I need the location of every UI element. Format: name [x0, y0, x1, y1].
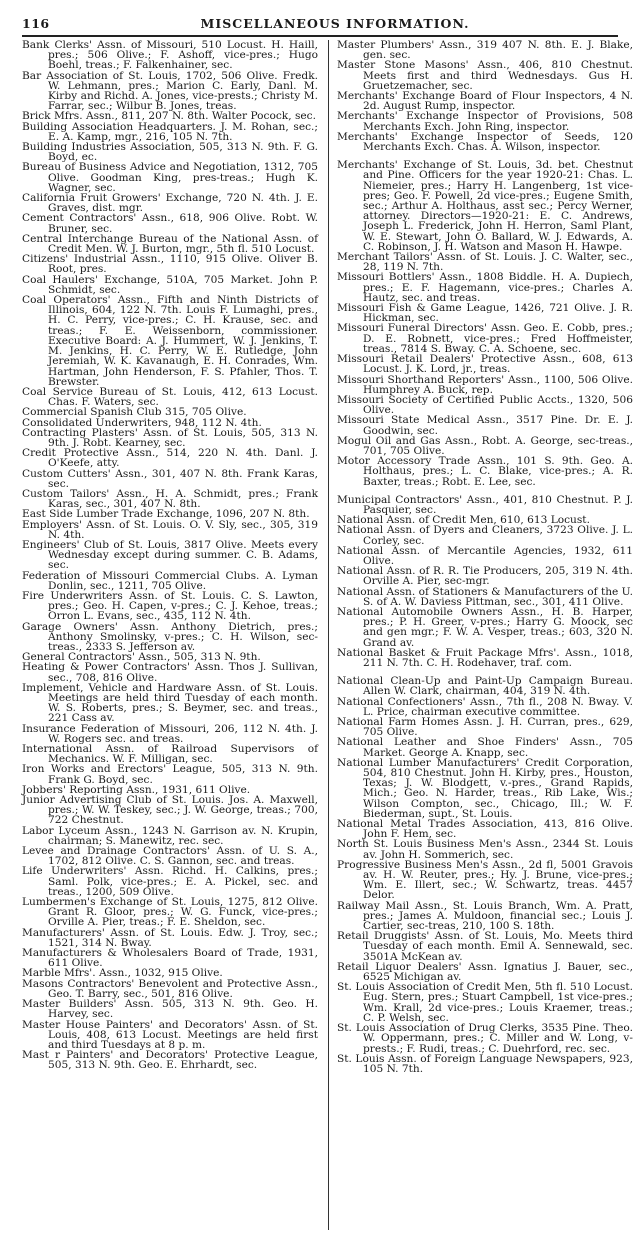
- directory-entry: North St. Louis Business Men's Assn., 2344 St. Louis av. John H. Sommerich, sec.: [337, 838, 633, 861]
- directory-entry: National Clean-Up and Paint-Up Campaign Bureau. Allen W. Clark, chairman, 404, 319 N. 4th.: [337, 675, 633, 698]
- directory-entry: Custom Cutters' Assn., 301, 407 N. 8th. Frank Karas, sec.: [22, 467, 318, 490]
- running-title: MISCELLANEOUS INFORMATION.: [200, 16, 470, 31]
- directory-entry: National Assn. of Credit Men, 610, 613 Locust.: [337, 514, 590, 527]
- directory-entry: National Basket & Fruit Package Mfrs'. Assn., 1018, 211 N. 7th. C. H. Rodehaver, traf. com.: [337, 646, 633, 669]
- directory-entry: Merchants' Exchange Board of Flour Inspectors, 4 N. 2d. August Rump, inspector.: [337, 90, 633, 113]
- directory-entry: California Fruit Growers' Exchange, 720 N. 4th. J. E. Graves, dist. mgr.: [22, 192, 318, 215]
- directory-entry: National Assn. of Dyers and Cleaners, 3723 Olive. J. L. Corley, sec.: [337, 524, 633, 547]
- directory-entry: Missouri Retail Dealers' Protective Assn., 608, 613 Locust. J. K. Lord, jr., treas.: [337, 353, 633, 376]
- directory-entry: Implement, Vehicle and Hardware Assn. of St. Louis. Meetings are held third Tuesday of each month. W. S. Roberts, pres.; S. Beymer, sec. and treas., 221 Cass av.: [22, 681, 318, 725]
- directory-entry: St. Louis Assn. of Foreign Language Newspapers, 923, 105 N. 7th.: [337, 1052, 633, 1075]
- directory-entry: Brick Mfrs. Assn., 811, 207 N. 8th. Walter Pocock, sec.: [22, 110, 316, 123]
- directory-entry: Retail Druggists' Assn. of St. Louis, Mo. Meets third Tuesday of each month. Emil A. Sennewald, sec. 3501A McKean av.: [337, 930, 633, 963]
- directory-entry: Junior Advertising Club of St. Louis. Jos. A. Maxwell, pres.; W. W. Teskey, sec.; J. W. George, treas.; 700, 722 Chestnut.: [22, 794, 318, 827]
- directory-entry: General Contractors' Assn., 505, 313 N. 9th.: [22, 651, 261, 664]
- left-column: [22, 40, 318, 1071]
- directory-entry: Custom Tailors' Assn., H. A. Schmidt, pres.; Frank Karas, sec., 301, 407 N. 8th.: [22, 487, 318, 511]
- directory-entry: Merchant Tailors' Assn. of St. Louis. J. C. Walter, sec., 28, 119 N. 7th.: [337, 251, 633, 274]
- directory-entry: Missouri Fish & Game League, 1426, 721 Olive. J. R. Hickman, sec.: [337, 302, 633, 325]
- directory-entry: International Assn. of Railroad Supervisors of Mechanics. W. F. Milligan, sec.: [22, 743, 318, 766]
- directory-entry: Missouri Shorthand Reporters' Assn., 1100, 506 Olive. Humphrey A. Buck, rep.: [337, 373, 633, 396]
- directory-entry: Merchants' Exchange Inspector of Provisions, 508 Merchants Exch. John Ring, inspector.: [337, 110, 633, 133]
- directory-entry: Levee and Drainage Contractors' Assn. of U. S. A., 1702, 812 Olive. C. S. Gannon, sec. and treas.: [22, 845, 318, 868]
- directory-entry: Fire Underwriters Assn. of St. Louis. C. S. Lawton, pres.; Geo. H. Capen, v-pres.; C. J. Kehoe, treas.; Orron L. Evans, sec., 435, 112 N. 4th.: [22, 589, 318, 623]
- directory-entry: National Lumber Manufacturers' Credit Corporation, 504, 810 Chestnut. John H. Kirby, pres., Houston, Texas; J. W. Blodgett, v.-pres., Grand Rapids, Mich.; Geo. N. Harder, treas., Rib Lake, Wis.; Wilson Compton, sec., Chicago, Ill.; W. F. Biederman, supt., St. Louis.: [337, 756, 633, 820]
- directory-entry: Missouri Bottlers' Assn., 1808 Biddle. H. A. Dupiech, pres.; E. F. Hagemann, vice-pres.; Charles A. Hautz, sec. and treas.: [337, 271, 633, 304]
- directory-entry: Master House Painters' and Decorators' Assn. of St. Louis, 408, 613 Locust. Meetings are held first and third Tuesdays at 8 p. m.: [22, 1018, 318, 1051]
- directory-entry: Coal Operators' Assn., Fifth and Ninth Districts of Illinois, 604, 122 N. 7th. Louis F. Lumaghi, pres., H. C. Perry, vice-pres.; C. H. Krause, sec. and treas.; F. E. Weissenborn, commissioner. Executive Board: A. J. Hummert, W. J. Jenkins, T. M. Jenkins, H. C. Perry, W. E. Rutledge, John Jeremiah, W. K. Kavanaugh, E. H. Conrades, Wm. Hartman, John Henderson, F. S. Pfahler, Thos. T. Brewster.: [22, 294, 318, 388]
- directory-entry: Retail Liquor Dealers' Assn. Ignatius J. Bauer, sec., 6525 Michigan av.: [337, 960, 633, 984]
- directory-entry: National Metal Trades Association, 413, 816 Olive. John F. Hem, sec.: [337, 818, 633, 841]
- directory-entry: Lumbermen's Exchange of St. Louis, 1275, 812 Olive. Grant R. Gloor, pres.; W. G. Funck, vice-pres.; Orville A. Pier, treas.; F. E. Sheldon, sec.: [22, 896, 318, 929]
- directory-entry: Bar Association of St. Louis, 1702, 506 Olive. Fredk. W. Lehmann, pres.; Marion C. Early, Danl. M. Kirby and Richd. A. Jones, vice-prests.; Christy M. Farrar, sec.; Wilbur B. Jones, treas.: [22, 69, 318, 113]
- page-number: 116: [22, 16, 50, 31]
- directory-entry: Merchants' Exchange Inspector of Seeds, 120 Merchants Exch. Chas. A. Wilson, inspector.: [337, 130, 633, 154]
- directory-entry: Municipal Contractors' Assn., 401, 810 Chestnut. P. J. Pasquier, sec.: [337, 493, 633, 516]
- right-column: [337, 40, 633, 1074]
- directory-entry: National Automobile Owners Assn., H. B. Harper, pres.; P. H. Greer, v-pres.; Harry G. Moock, sec and gen mgr.; F. W. A. Vesper, treas.; 603, 320 N. Grand av.: [337, 605, 633, 649]
- directory-entry: Iron Works and Erectors' League, 505, 313 N. 9th. Frank G. Boyd, sec.: [22, 763, 318, 786]
- directory-entry: St. Louis Association of Drug Clerks, 3535 Pine. Theo. W. Oppermann, pres.; C. Miller and W. Long, v-prests.; F. Rudi, treas.; C. Duehrford, rec. sec.: [337, 1022, 633, 1055]
- directory-entry: Insurance Federation of Missouri, 206, 112 N. 4th. J. W. Rogers sec. and treas.: [22, 722, 318, 745]
- directory-entry: Mast r Painters' and Decorators' Protective League, 505, 313 N. 9th. Geo. E. Ehrhardt, sec.: [22, 1049, 318, 1072]
- directory-entry: Commercial Spanish Club 315, 705 Olive.: [22, 406, 247, 419]
- directory-entry: Building Industries Association, 505, 313 N. 9th. F. G. Boyd, ec.: [22, 141, 318, 164]
- directory-entry: Labor Lyceum Assn., 1243 N. Garrison av. N. Krupin, chairman; S. Manewitz, rec. sec.: [22, 824, 318, 847]
- directory-entry: Consolidated Underwriters, 948, 112 N. 4th.: [22, 416, 262, 429]
- directory-entry: Bureau of Business Advice and Negotiation, 1312, 705 Olive. Goodman King, pres-treas.; Hugh K. Wagner, sec.: [22, 161, 318, 194]
- directory-entry: Progressive Business Men's Assn., 2d fl, 5001 Gravois av. H. W. Reuter, pres.; Hy. J. Brune, vice-pres.; Wm. E. Illert, sec.; W. Schwartz, treas. 4457 Delor.: [337, 858, 633, 902]
- directory-entry: Citizens' Industrial Assn., 1110, 915 Olive. Oliver B. Root, pres.: [22, 253, 318, 276]
- directory-entry: Heating & Power Contractors' Assn. Thos J. Sullivan, sec., 708, 816 Olive.: [22, 661, 318, 684]
- directory-entry: Credit Protective Assn., 514, 220 N. 4th. Danl. J. O'Keefe, atty.: [22, 447, 318, 470]
- directory-entry: National Assn. of Stationers & Manufacturers of the U. S. of A. W. Daviess Pittman, sec., 301, 411 Olive.: [337, 585, 633, 608]
- directory-entry: Manufacturers & Wholesalers Board of Trade, 1931, 611 Olive.: [22, 947, 318, 970]
- directory-entry: Merchants' Exchange of St. Louis, 3d. bet. Chestnut and Pine. Officers for the year 1920-21: Chas. L. Niemeier, pres.; Harry H. Langenberg, 1st vice-pres; Geo. F. Powell, 2d vice-pres.; Eugene Smith, sec.; Arthur A. Holthaus, asst sec.; Percy Werner, attorney. Directors—1920-21: E. C. Andrews, Joseph L. Frederick, John H. Herron, Saml Plant, W. E. Stewart, John O. Ballard, W. J. Edwards, A. C. Robinson, J. H. Watson and Mason H. Hawpe.: [337, 159, 633, 253]
- directory-entry: Life Underwriters' Assn. Richd. H. Calkins, pres.; Saml. Polk, vice-pres.; E. A. Pickel, sec. and treas., 1200, 509 Olive.: [22, 865, 318, 898]
- directory-entry: Mogul Oil and Gas Assn., Robt. A. George, sec-treas., 701, 705 Olive.: [337, 434, 633, 457]
- directory-entry: Bank Clerks' Assn. of Missouri, 510 Locust. H. Haill, pres.; 506 Olive.; F. Ashoff, vice-pres.; Hugo Boehl, treas.; F. Falkenhainer, sec.: [22, 39, 318, 72]
- directory-entry: National Assn. of Mercantile Agencies, 1932, 611 Olive.: [337, 544, 633, 567]
- directory-entry: Employers' Assn. of St. Louis. O. V. Sly, sec., 305, 319 N. 4th.: [22, 518, 318, 541]
- directory-entry: Manufacturers' Assn. of St. Louis. Edw. J. Troy, sec.; 1521, 314 N. Bway.: [22, 926, 318, 949]
- directory-entry: Central Interchange Bureau of the National Assn. of Credit Men. W. J. Burton, mgr., 5th fl. 510 Locust.: [22, 232, 318, 256]
- directory-entry: Missouri Society of Certified Public Accts., 1320, 506 Olive.: [337, 393, 633, 417]
- directory-entry: Garage Owners' Assn. Anthony Dietrich, pres.; Anthony Smolinsky, v-pres.; C. H. Wilson, sec-treas., 2333 S. Jefferson av.: [22, 620, 318, 653]
- directory-entry: Jobbers' Reporting Assn., 1931, 611 Olive.: [22, 783, 251, 796]
- directory-entry: Coal Haulers' Exchange, 510A, 705 Market. John P. Schmidt, sec.: [22, 273, 318, 296]
- header-rule: [22, 35, 618, 37]
- directory-entry: Federation of Missouri Commercial Clubs. A. Lyman Donlin, sec., 1211, 705 Olive.: [22, 569, 318, 592]
- page-header: [22, 16, 618, 34]
- directory-entry: Missouri Funeral Directors' Assn. Geo. E. Cobb, pres.; D. E. Robnett, vice-pres.; Fred Hoffmeister, treas., 7814 S. Bway. C. A. Schoene, sec.: [337, 322, 633, 355]
- directory-entry: Cement Contractors' Assn., 618, 906 Olive. Robt. W. Bruner, sec.: [22, 212, 318, 235]
- directory-entry: Missouri State Medical Assn., 3517 Pine. Dr. E. J. Goodwin, sec.: [337, 414, 633, 437]
- directory-entry: Motor Accessory Trade Assn., 101 S. 9th. Geo. A. Holthaus, pres.; L. C. Blake, vice-pres.; A. R. Baxter, treas.; Robt. E. Lee, sec.: [337, 455, 633, 488]
- directory-entry: National Leather and Shoe Finders' Assn., 705 Market. George A. Knapp, sec.: [337, 736, 633, 759]
- directory-entry: Engineers' Club of St. Louis, 3817 Olive. Meets every Wednesday except during summer. C. B. Adams, sec.: [22, 538, 318, 572]
- column-divider: [328, 40, 329, 1230]
- directory-entry: Coal Service Bureau of St. Louis, 412, 613 Locust. Chas. F. Waters, sec.: [22, 385, 318, 409]
- directory-entry: St. Louis Association of Credit Men, 5th fl. 510 Locust. Eug. Stern, pres.; Stuart Campbell, 1st vice-pres.; Wm. Krall, 2d vice-pres.; Louis Kraemer, treas.; C. P. Welsh, sec.: [337, 981, 633, 1024]
- directory-entry: East Side Lumber Trade Exchange, 1096, 207 N. 8th.: [22, 508, 310, 521]
- directory-entry: National Confectioners' Assn., 7th fl., 208 N. Bway. V. L. Price, chairman executive committee.: [337, 695, 633, 718]
- directory-entry: Marble Mfrs'. Assn., 1032, 915 Olive.: [22, 967, 223, 980]
- directory-entry: National Assn. of R. R. Tie Producers, 205, 319 N. 4th. Orville A. Pier, sec-mgr.: [337, 565, 633, 588]
- directory-entry: Master Builders' Assn. 505, 313 N. 9th. Geo. H. Harvey, sec.: [22, 998, 318, 1021]
- directory-entry: National Farm Homes Assn. J. H. Curran, pres., 629, 705 Olive.: [337, 716, 633, 739]
- directory-entry: Building Association Headquarters. J. M. Rohan, sec.; E. A. Kamp, mgr., 216, 105 N. 7th.: [22, 120, 318, 143]
- directory-entry: Masons Contractors' Benevolent and Protective Assn., Geo. T. Barry, sec., 501, 816 Olive.: [22, 977, 318, 1000]
- directory-entry: Master Stone Masons' Assn., 406, 810 Chestnut. Meets first and third Wednesdays. Gus H. Gruetzemacher, sec.: [337, 59, 633, 92]
- directory-entry: Master Plumbers' Assn., 319 407 N. 8th. E. J. Blake, gen. sec.: [337, 39, 633, 62]
- directory-entry: Contracting Plasters' Assn. of St. Louis, 505, 313 N. 9th. J. Robt. Kearney, sec.: [22, 426, 318, 449]
- directory-entry: Railway Mail Assn., St. Louis Branch, Wm. A. Pratt, pres.; James A. Muldoon, financial sec.; Louis J. Cartier, sec-treas, 210, 100 S. 18th.: [337, 899, 633, 933]
